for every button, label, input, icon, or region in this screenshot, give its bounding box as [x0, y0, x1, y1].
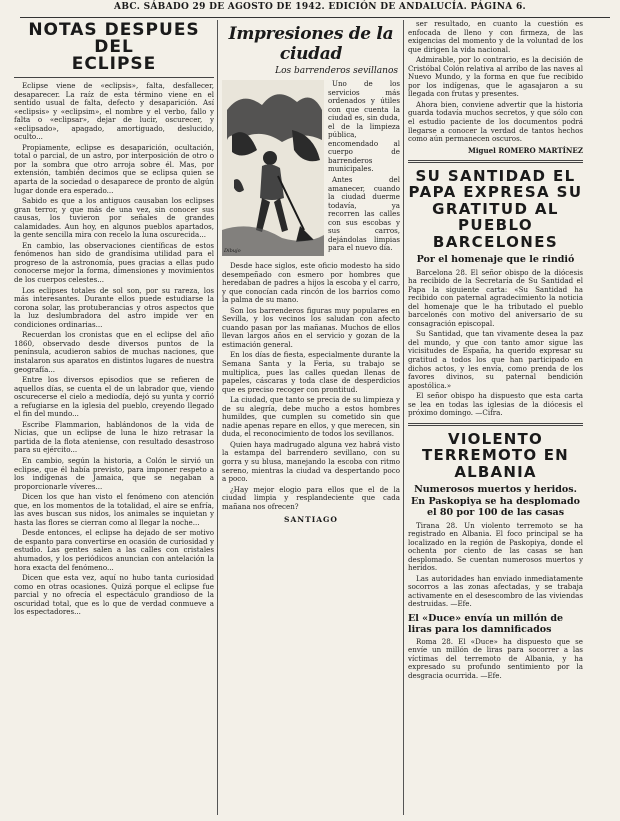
santidad-paragraph: Su Santidad, que tan vivamente desea la paz del mundo, y que con tanto amor sigue las vicisitudes de España, ha querido expresar su gratitud a todos los que han participado en dichos actos, y les envía, como prenda de los favores divinos, su paternal bendición apostólica.»	[408, 329, 583, 390]
middle-column	[222, 20, 400, 815]
violento-title: VIOLENTO TERREMOTO EN ALBANIA	[422, 429, 569, 481]
header-rule	[20, 17, 610, 18]
eclipse-title-line2: ECLIPSE	[71, 54, 157, 74]
duce-body	[408, 638, 583, 681]
eclipse-paragraph: Entre los diversos episodios que se refieren de aquellos días, se cuenta el de un labrador que, viendo oscurecerse el cielo a mediodía, dejó su yunta y corrió a refugiarse en la iglesia del pueblo, creyendo llegado el fin del mundo...	[14, 375, 214, 419]
santidad-body	[408, 269, 583, 418]
eclipse-title-line1: NOTAS DESPUES DEL	[28, 20, 200, 57]
right-column	[408, 20, 583, 815]
illustration-side-paragraph: Antes del amanecer, cuando la ciudad duerme todavía, ya recorren las calles con sus escobas y sus carros, dejándolas limpias para el nuevo día.	[328, 175, 400, 253]
page-header: ABC. SÁBADO 29 DE AGOSTO DE 1942. EDICIÓN DE ANDALUCÍA. PÁGINA 6.	[114, 2, 526, 12]
impresiones-paragraph: ¿Hay mejor elogio para ellos que el de la ciudad limpia y resplandeciente que cada mañana nos ofrecen?	[222, 484, 400, 511]
santidad-paragraph: El señor obispo ha dispuesto que esta carta se lea en todas las iglesias de la diócesis el próximo domingo. —Cifra.	[408, 391, 583, 418]
impresiones-paragraph: Quien haya madrugado alguna vez habrá visto la estampa del barrendero sevillano, con su gorra y su blusa, manejando la escoba con ritmo sereno, mientras la ciudad va despertando poco a poco.	[222, 439, 400, 484]
impresiones-paragraph: Desde hace siglos, este oficio modesto ha sido desempeñado con esmero por hombres que heredaban de padres a hijos la escoba y el carro, y que conocían cada rincón de los barrios como la palma de su mano.	[222, 261, 400, 305]
illustration-block	[222, 80, 400, 260]
impresiones-paragraph: Son los barrenderos figuras muy populares en Sevilla, y los vecinos los saludan con afecto cuando pasan por las mañanas. Muchos de ellos llevan largos años en el servicio y gozan de la estimación general.	[222, 305, 400, 349]
eclipse-paragraph: Sabido es que a los antiguos causaban los eclipses gran terror, y que más de una vez, sin conocer sus causas, los tuvieron por señales de grandes calamidades. Aun hoy, en algunos pueblos apartados, la gente sencilla mira con recelo la luna oscurecida...	[14, 196, 214, 240]
duce-subhead: El «Duce» envía un millón de liras para los damnificados	[408, 612, 564, 636]
column-rule-right	[403, 20, 404, 815]
left-column	[14, 20, 214, 815]
eclipse-paragraph: Propiamente, eclipse es desaparición, ocultación, total o parcial, de un astro, por interposición de otro o por la sombra que otro arroja sobre él. Mas, por extensión, también decimos que se eclipsa quien se aparta de la sociedad o desaparece de pronto de algún lugar donde era esperado...	[14, 142, 214, 195]
illustration-credit: Dibujo	[224, 248, 241, 254]
eclipse-paragraph: Desde entonces, el eclipse ha dejado de ser motivo de espanto para convertirse en ocasión de curiosidad y estudio. Las gentes salen a las calles con cristales ahumados, y los periódicos anuncian con antelación la hora exacta del fenómeno...	[14, 528, 214, 572]
eclipse-article-body	[14, 82, 214, 617]
violento-paragraph: Tirana 28. Un violento terremoto se ha registrado en Albania. El foco principal se ha localizado en la región de Paskopiya, donde el ochenta por ciento de las casas se han desplomado. Se cuentan numerosos muertos y heridos.	[408, 520, 583, 573]
column-rule-left	[217, 20, 218, 815]
duce-paragraph: Roma 28. El «Duce» ha dispuesto que se envíe un millón de liras para socorrer a las víctimas del terremoto de Albania, y ha expresado su profundo sentimiento por la desgracia ocurrida. —Efe.	[408, 636, 583, 680]
intro-paragraph: Ahora bien, conviene advertir que la historia guarda todavía muchos secretos, y que sólo con el estudio paciente de los documentos podrá llegarse a conocer la verdad de tantos hechos como aún permanecen oscuros.	[408, 99, 583, 144]
santidad-divider	[408, 160, 583, 163]
eclipse-paragraph: En cambio, las observaciones científicas de estos fenómenos han sido de grandísima utilidad para el progreso de la astronomía, pues gracias a ellas pudo conocerse mejor la forma, dimensiones y movimientos de los cuerpos celestes...	[14, 240, 214, 285]
illustration-side-paragraph: Uno de los servicios más ordenados y útiles con que cuenta la ciudad es, sin duda, el de la limpieza pública, encomendado al cuerpo de barrenderos municipales.	[328, 80, 400, 174]
santidad-paragraph: Barcelona 28. El señor obispo de la diócesis ha recibido de la Secretaría de Su Santidad el Papa la siguiente carta: «Su Santidad ha recibido con paternal agradecimiento la noticia del homenaje que le ha tributado el pueblo barcelonés con motivo del aniversario de su consagración episcopal.	[408, 267, 583, 328]
right-intro-body	[408, 20, 583, 144]
eclipse-paragraph: Los eclipses totales de sol son, por su rareza, los más interesantes. Durante ellos puede estudiarse la corona solar, las protuberancias y otros aspectos que la luz deslumbradora del astro impide ver en condiciones ordinarias...	[14, 285, 214, 329]
street-sweeper-illustration	[222, 80, 324, 256]
violento-paragraph: Las autoridades han enviado inmediatamente socorros a las zonas afectadas, y se trabaja activamente en el desescombro de las viviendas destruidas. —Efe.	[408, 573, 583, 609]
violento-divider	[408, 423, 583, 426]
impresiones-subtitle: Los barrenderos sevillanos	[275, 66, 398, 76]
impresiones-paragraph: La ciudad, que tanto se precia de su limpieza y de su alegría, debe mucho a estos hombres humildes, que cumplen su cometido sin que nadie apenas repare en ellos, y que merecen, sin duda, el reconocimiento de todos los sevillanos.	[222, 395, 400, 439]
eclipse-paragraph: Dicen los que han visto el fenómeno con atención que, en los momentos de la totalidad, el aire se enfría, las aves buscan sus nidos, los animales se inquietan y hasta las flores se cierran como al llegar la noche...	[14, 492, 214, 527]
eclipse-paragraph: Escribe Flammarion, hablándonos de la vida de Nicias, que un eclipse de luna le hizo retrasar la partida de la flota ateniense, con resultado desastroso para su ejército...	[14, 419, 214, 455]
intro-paragraph: ser resultado, en cuanto la cuestión es enfocada de lleno y con firmeza, de las exigencias del momento y de la voluntad de los que dirigen la vida nacional.	[408, 20, 583, 54]
santidad-title: SU SANTIDAD EL PAPA EXPRESA SU GRATITUD AL PUEBLO BARCELONES	[408, 166, 583, 251]
impresiones-title: Impresiones de la ciudad	[228, 24, 394, 64]
violento-subhead: Numerosos muertos y heridos. En Paskopiya se ha desplomado el 80 por 100 de las casas	[411, 484, 580, 519]
eclipse-paragraph: En cambio, según la historia, a Colón le sirvió un eclipse, que él había previsto, para imponer respeto a los indígenas de Jamaica, que se negaban a proporcionarle víveres...	[14, 455, 214, 491]
title-divider	[14, 77, 214, 78]
impresiones-paragraph: En los días de fiesta, especialmente durante la Semana Santa y la Feria, su trabajo se multiplica, pues las calles quedan llenas de papeles, cáscaras y toda clase de desperdicios que es preciso recoger con prontitud.	[222, 350, 400, 394]
eclipse-paragraph: Dicen que esta vez, aquí no hubo tanta curiosidad como en otras ocasiones. Quizá porque el eclipse fue parcial y no ofrecía el espectáculo grandioso de la oscuridad total, que es lo que de verdad conmueve a los espectadores...	[14, 573, 214, 617]
impresiones-signature: SANTIAGO	[284, 515, 338, 525]
intro-signature: Miguel ROMERO MARTÍNEZ	[467, 145, 583, 155]
intro-paragraph: Admirable, por lo contrario, es la decisión de Cristóbal Colón relativa al arribo de las naves al Nuevo Mundo, y la forma en que fue recibido por los indígenas, que le agasajaron a su llegada con frutas y presentes.	[408, 55, 583, 99]
eclipse-article-title	[14, 22, 214, 73]
santidad-subhead: Por el homenaje que le rindió	[416, 254, 575, 266]
violento-body	[408, 522, 583, 609]
eclipse-paragraph: Recuerdan los cronistas que en el eclipse del año 1860, observado desde diversos puntos de la península, acudieron sabios de muchas naciones, que instalaron sus aparatos en distintos lugares de nuestra geografía...	[14, 330, 214, 374]
eclipse-paragraph: Eclipse viene de «eclipsis», falta, desfallecer, desaparecer. La raíz de esta término viene en el sentido usual de falta, defecto y desaparición. Así «eclipsis» y «eclipsim», el nombre y el verbo, fallo y falta o «eclipsar», dejar de lucir, oscurecer, y «eclipsado», apagado, amortiguado, deslucido, oculto...	[14, 81, 214, 142]
illustration-side-text	[328, 80, 400, 258]
impresiones-body	[222, 262, 400, 511]
